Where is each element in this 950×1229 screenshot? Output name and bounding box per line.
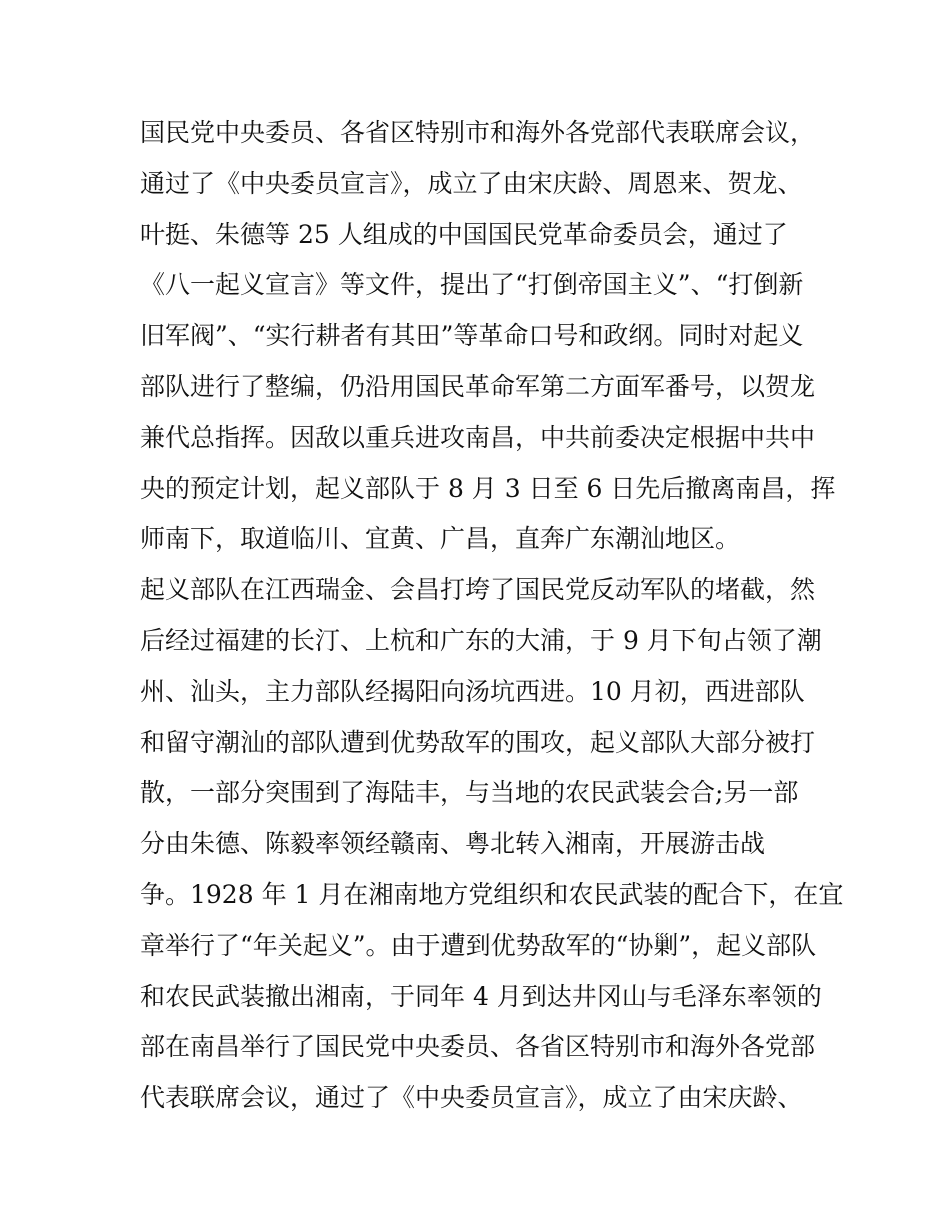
text-line: 通过了《中央委员宣言》，成立了由宋庆龄、周恩来、贺龙、	[140, 168, 803, 198]
text-line: 后经过福建的长汀、上杭和广东的大浦，于 9 月下旬占领了潮	[140, 625, 822, 655]
text-line: 旧军阀”、“实行耕者有其田”等革命口号和政纲。同时对起义	[140, 321, 804, 351]
text-line: 央的预定计划，起义部队于 8 月 3 日至 6 日先后撤离南昌，挥	[140, 473, 836, 503]
text-line: 散，一部分突围到了海陆丰，与当地的农民武装会合;另一部	[140, 778, 799, 808]
text-line: 代表联席会议，通过了《中央委员宣言》，成立了由宋庆龄、	[140, 1083, 803, 1113]
text-line: 和留守潮汕的部队遭到优势敌军的围攻，起义部队大部分被打	[140, 727, 816, 757]
text-line: 分由朱德、陈毅率领经赣南、粤北转入湘南，开展游击战	[140, 829, 766, 859]
text-line: 叶挺、朱德等 25 人组成的中国国民党革命委员会，通过了	[140, 219, 788, 249]
text-line: 部队进行了整编，仍沿用国民革命军第二方面军番号，以贺龙	[140, 371, 816, 401]
text-line: 州、汕头，主力部队经揭阳向汤坑西进。10 月初，西进部队	[140, 676, 805, 706]
text-line: 部在南昌举行了国民党中央委员、各省区特别市和海外各党部	[140, 1032, 816, 1062]
text-line: 争。1928 年 1 月在湘南地方党组织和农民武装的配合下，在宜	[140, 879, 844, 909]
document-body-text	[140, 108, 844, 1124]
text-line: 《八一起义宣言》等文件，提出了“打倒帝国主义”、“打倒新	[140, 270, 804, 300]
text-line: 兼代总指挥。因敌以重兵进攻南昌，中共前委决定根据中共中	[140, 422, 816, 452]
text-line: 章举行了“年关起义”。由于遭到优势敌军的“协剿”，起义部队	[140, 930, 817, 960]
text-line: 师南下，取道临川、宜黄、广昌，直奔广东潮汕地区。	[140, 524, 741, 554]
text-line: 和农民武装撤出湘南，于同年 4 月到达井冈山与毛泽东率领的	[140, 981, 822, 1011]
text-line: 国民党中央委员、各省区特别市和海外各党部代表联席会议，	[140, 118, 816, 147]
text-line: 起义部队在江西瑞金、会昌打垮了国民党反动军队的堵截，然	[140, 575, 816, 605]
